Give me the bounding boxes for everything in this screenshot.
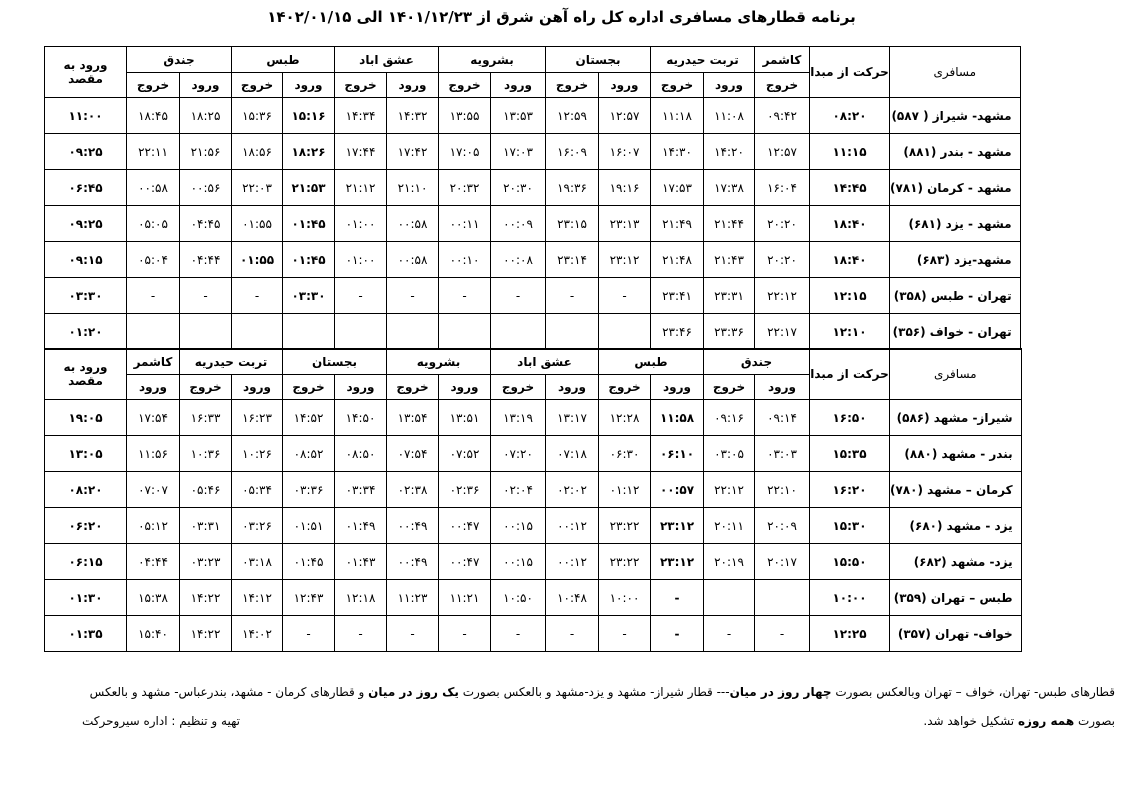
table-row <box>45 580 1022 616</box>
train-name: یزد - مشهد (۶۸۰) <box>890 508 1022 544</box>
station-time: - <box>599 616 651 652</box>
destination-arrival-time: ۰۹:۱۵ <box>45 242 127 278</box>
station-time: ۰۷:۲۰ <box>491 436 546 472</box>
station-time: ۱۸:۲۶ <box>283 134 335 170</box>
station-time: ۰۷:۵۲ <box>439 436 491 472</box>
table-row <box>45 508 1022 544</box>
station-time: - <box>651 616 704 652</box>
station-time: ۰۹:۴۲ <box>755 98 810 134</box>
footer-credit: تهیه و تنظیم : اداره سیروحرکت <box>82 714 240 728</box>
column-header-arrival-time: ورود <box>180 73 232 98</box>
note-text: بصورت <box>1074 714 1115 728</box>
station-time: ۰۳:۱۸ <box>232 544 283 580</box>
station-time <box>387 314 439 350</box>
station-time: ۲۲:۱۰ <box>755 472 810 508</box>
station-time: ۰۰:۵۸ <box>387 206 439 242</box>
station-time: - <box>491 278 546 314</box>
station-time: ۱۰:۳۶ <box>180 436 232 472</box>
station-time: - <box>127 278 180 314</box>
station-time: ۱۰:۵۰ <box>491 580 546 616</box>
station-time: ۰۵:۰۴ <box>127 242 180 278</box>
station-time: ۲۳:۳۶ <box>704 314 755 350</box>
station-time: ۱۱:۲۳ <box>387 580 439 616</box>
station-time: ۱۴:۰۲ <box>232 616 283 652</box>
origin-departure-time: ۱۲:۱۰ <box>810 314 890 350</box>
station-header: بجستان <box>546 47 651 73</box>
station-time: - <box>755 616 810 652</box>
station-time: ۰۱:۵۱ <box>283 508 335 544</box>
station-time: ۱۴:۱۲ <box>232 580 283 616</box>
station-time: ۱۴:۳۴ <box>335 98 387 134</box>
station-time: ۰۴:۴۵ <box>180 206 232 242</box>
station-time: ۰۲:۰۴ <box>491 472 546 508</box>
column-header-departure-time: خروج <box>127 73 180 98</box>
column-header-departure: حرکت از مبدا <box>810 47 890 98</box>
station-time: - <box>704 616 755 652</box>
column-header-departure-time: خروج <box>439 73 491 98</box>
station-time: - <box>335 616 387 652</box>
destination-arrival-time: ۰۱:۲۰ <box>45 314 127 350</box>
station-time: ۰۱:۰۰ <box>335 206 387 242</box>
train-name: مشهد - بندر (۸۸۱) <box>890 134 1021 170</box>
station-time: ۰۱:۴۳ <box>335 544 387 580</box>
station-time: ۲۳:۴۱ <box>651 278 704 314</box>
station-time: ۰۵:۰۵ <box>127 206 180 242</box>
station-time: ۰۲:۳۶ <box>439 472 491 508</box>
column-header-arrival-time: ورود <box>439 375 491 400</box>
station-time: ۰۱:۴۵ <box>283 544 335 580</box>
station-time: ۱۸:۲۵ <box>180 98 232 134</box>
station-time: ۲۱:۴۹ <box>651 206 704 242</box>
column-header-departure-time: خروج <box>387 375 439 400</box>
station-time: ۲۱:۴۸ <box>651 242 704 278</box>
column-header-arrival-time: ورود <box>651 375 704 400</box>
station-header: کاشمر <box>755 47 810 73</box>
station-time: ۲۳:۱۲ <box>651 508 704 544</box>
station-time: ۲۲:۱۲ <box>755 278 810 314</box>
schedule-table-outbound <box>44 46 1021 350</box>
destination-arrival-time: ۰۸:۲۰ <box>45 472 127 508</box>
station-header: تربت حیدریه <box>651 47 755 73</box>
train-name: شیراز- مشهد (۵۸۶) <box>890 400 1022 436</box>
station-time: ۱۷:۰۳ <box>491 134 546 170</box>
column-header-departure-time: خروج <box>755 73 810 98</box>
note-text: قطارهای طبس- تهران، خواف – تهران وبالعکس بصورت <box>831 685 1115 699</box>
table-row <box>45 206 1021 242</box>
destination-arrival-time: ۰۶:۱۵ <box>45 544 127 580</box>
column-header-name: مسافری <box>890 47 1021 98</box>
station-time: ۱۴:۵۰ <box>335 400 387 436</box>
station-time: ۱۰:۲۶ <box>232 436 283 472</box>
station-time: ۲۳:۲۲ <box>599 508 651 544</box>
origin-departure-time: ۱۸:۴۰ <box>810 206 890 242</box>
station-time: ۱۳:۵۴ <box>387 400 439 436</box>
station-time <box>335 314 387 350</box>
station-time: ۰۰:۰۹ <box>491 206 546 242</box>
station-time: ۲۰:۰۹ <box>755 508 810 544</box>
station-time: - <box>180 278 232 314</box>
footer-note-frequency <box>90 685 1115 699</box>
station-time: ۰۰:۵۶ <box>180 170 232 206</box>
station-time: ۰۰:۱۵ <box>491 508 546 544</box>
station-time: ۲۲:۱۱ <box>127 134 180 170</box>
station-time: ۰۴:۴۴ <box>180 242 232 278</box>
station-time: ۰۰:۴۷ <box>439 544 491 580</box>
table-row <box>45 314 1021 350</box>
destination-arrival-time: ۰۳:۳۰ <box>45 278 127 314</box>
station-time: ۱۴:۳۲ <box>387 98 439 134</box>
station-time: ۱۵:۱۶ <box>283 98 335 134</box>
station-time: ۱۱:۱۸ <box>651 98 704 134</box>
origin-departure-time: ۱۲:۲۵ <box>810 616 890 652</box>
station-time: ۱۹:۳۶ <box>546 170 599 206</box>
column-header-departure-time: خروج <box>232 73 283 98</box>
station-time: - <box>546 616 599 652</box>
footer-note-daily <box>923 714 1115 728</box>
station-time: ۰۲:۳۸ <box>387 472 439 508</box>
station-time <box>127 314 180 350</box>
destination-arrival-time: ۰۹:۲۵ <box>45 134 127 170</box>
station-header: بشرویه <box>387 349 491 375</box>
station-time <box>755 580 810 616</box>
station-time: ۲۱:۵۶ <box>180 134 232 170</box>
column-header-arrival-time: ورود <box>546 375 599 400</box>
station-time: ۰۳:۲۳ <box>180 544 232 580</box>
station-time: - <box>283 616 335 652</box>
station-time: ۰۰:۱۲ <box>546 508 599 544</box>
station-time: ۱۲:۲۸ <box>599 400 651 436</box>
station-time: ۰۸:۵۰ <box>335 436 387 472</box>
station-time: ۰۳:۳۱ <box>180 508 232 544</box>
station-header: عشق اباد <box>335 47 439 73</box>
station-time: ۱۱:۵۶ <box>127 436 180 472</box>
station-time: ۰۴:۴۴ <box>127 544 180 580</box>
train-name: خواف- تهران (۳۵۷) <box>890 616 1022 652</box>
destination-arrival-time: ۱۹:۰۵ <box>45 400 127 436</box>
station-header: تربت حیدریه <box>180 349 283 375</box>
station-time: ۰۳:۳۰ <box>283 278 335 314</box>
train-name: مشهد - کرمان (۷۸۱) <box>890 170 1021 206</box>
station-time: ۰۳:۰۵ <box>704 436 755 472</box>
station-time: ۱۴:۳۰ <box>651 134 704 170</box>
station-time: ۰۱:۵۵ <box>232 206 283 242</box>
table-row <box>45 134 1021 170</box>
destination-arrival-time: ۰۱:۳۵ <box>45 616 127 652</box>
station-time: ۰۱:۴۵ <box>283 242 335 278</box>
station-time: ۲۳:۳۱ <box>704 278 755 314</box>
column-header-departure-time: خروج <box>335 73 387 98</box>
station-time: ۰۲:۰۲ <box>546 472 599 508</box>
station-time: ۰۱:۴۹ <box>335 508 387 544</box>
note-emphasis: چهار روز در میان <box>729 685 832 699</box>
column-header-departure-time: خروج <box>651 73 704 98</box>
train-name: مشهد - یزد (۶۸۱) <box>890 206 1021 242</box>
station-time: ۰۰:۵۸ <box>387 242 439 278</box>
train-name: تهران - طبس (۳۵۸) <box>890 278 1021 314</box>
station-time <box>232 314 283 350</box>
train-name: کرمان – مشهد (۷۸۰) <box>890 472 1022 508</box>
station-time: ۰۰:۱۵ <box>491 544 546 580</box>
station-time: ۱۳:۵۳ <box>491 98 546 134</box>
train-name: بندر - مشهد (۸۸۰) <box>890 436 1022 472</box>
table-row <box>45 472 1022 508</box>
station-time: - <box>599 278 651 314</box>
origin-departure-time: ۱۰:۰۰ <box>810 580 890 616</box>
origin-departure-time: ۱۸:۴۰ <box>810 242 890 278</box>
station-time: ۲۳:۱۲ <box>651 544 704 580</box>
station-time: ۲۲:۱۲ <box>704 472 755 508</box>
station-time: ۲۲:۱۷ <box>755 314 810 350</box>
station-header: جندق <box>704 349 810 375</box>
table-row <box>45 242 1021 278</box>
station-time <box>599 314 651 350</box>
station-time: ۱۳:۱۷ <box>546 400 599 436</box>
station-time: ۰۷:۱۸ <box>546 436 599 472</box>
note-text: و قطارهای کرمان - مشهد، بندرعباس- مشهد و بالعکس <box>89 685 369 699</box>
station-time: ۲۱:۴۴ <box>704 206 755 242</box>
station-time: ۱۱:۲۱ <box>439 580 491 616</box>
station-time: ۰۳:۲۶ <box>232 508 283 544</box>
station-time: ۰۰:۰۸ <box>491 242 546 278</box>
station-time: ۱۶:۰۷ <box>599 134 651 170</box>
station-time: ۰۵:۴۶ <box>180 472 232 508</box>
station-header: جندق <box>127 47 232 73</box>
station-time: ۲۰:۱۷ <box>755 544 810 580</box>
note-emphasis: همه روزه <box>1017 714 1075 728</box>
column-header-arrival-time: ورود <box>232 375 283 400</box>
train-name: مشهد-یزد (۶۸۳) <box>890 242 1021 278</box>
station-time: ۱۳:۵۵ <box>439 98 491 134</box>
station-time: ۱۸:۵۶ <box>232 134 283 170</box>
train-name: طبس – تهران (۳۵۹) <box>890 580 1022 616</box>
station-time: ۱۶:۳۳ <box>180 400 232 436</box>
station-time: ۲۰:۲۰ <box>755 206 810 242</box>
station-time: - <box>387 278 439 314</box>
destination-arrival-time: ۱۳:۰۵ <box>45 436 127 472</box>
station-time: ۲۲:۰۳ <box>232 170 283 206</box>
station-time: ۲۱:۱۲ <box>335 170 387 206</box>
column-header-arrival-time: ورود <box>387 73 439 98</box>
station-header: بشرویه <box>439 47 546 73</box>
station-time: ۰۰:۴۹ <box>387 544 439 580</box>
origin-departure-time: ۱۲:۱۵ <box>810 278 890 314</box>
station-time: ۲۱:۵۳ <box>283 170 335 206</box>
station-time: ۲۳:۱۲ <box>599 242 651 278</box>
station-time: ۲۰:۲۰ <box>755 242 810 278</box>
destination-arrival-time: ۰۶:۲۰ <box>45 508 127 544</box>
schedule-table-inbound <box>44 348 1022 652</box>
station-time: ۰۳:۰۳ <box>755 436 810 472</box>
column-header-arrival-time: ورود <box>491 73 546 98</box>
origin-departure-time: ۱۱:۱۵ <box>810 134 890 170</box>
station-time: ۱۴:۵۲ <box>283 400 335 436</box>
station-time: - <box>232 278 283 314</box>
station-header: طبس <box>599 349 704 375</box>
destination-arrival-time: ۰۱:۳۰ <box>45 580 127 616</box>
station-header: بجستان <box>283 349 387 375</box>
station-time: ۲۱:۱۰ <box>387 170 439 206</box>
station-time: ۲۳:۲۲ <box>599 544 651 580</box>
station-time: ۲۰:۱۹ <box>704 544 755 580</box>
column-header-departure: حرکت از مبدا <box>810 349 890 400</box>
station-time: ۱۷:۴۲ <box>387 134 439 170</box>
station-header: طبس <box>232 47 335 73</box>
column-header-name: مسافری <box>890 349 1022 400</box>
station-time: ۰۹:۱۴ <box>755 400 810 436</box>
station-time: - <box>335 278 387 314</box>
column-header-departure-time: خروج <box>283 375 335 400</box>
station-time: ۰۵:۱۲ <box>127 508 180 544</box>
column-header-arrival-time: ورود <box>127 375 180 400</box>
station-header: کاشمر <box>127 349 180 375</box>
station-time: ۱۳:۱۹ <box>491 400 546 436</box>
column-header-arrival-time: ورود <box>755 375 810 400</box>
station-time: - <box>491 616 546 652</box>
station-time: - <box>439 616 491 652</box>
station-time: ۰۶:۳۰ <box>599 436 651 472</box>
station-time: ۱۲:۵۹ <box>546 98 599 134</box>
station-time: ۰۰:۴۹ <box>387 508 439 544</box>
station-time: ۱۲:۱۸ <box>335 580 387 616</box>
station-time <box>283 314 335 350</box>
station-time: ۲۰:۱۱ <box>704 508 755 544</box>
table-row <box>45 544 1022 580</box>
train-name: مشهد- شیراز ( ۵۸۷) <box>890 98 1021 134</box>
station-time: - <box>439 278 491 314</box>
column-header-departure-time: خروج <box>599 375 651 400</box>
column-header-arrival-time: ورود <box>704 73 755 98</box>
station-time: ۱۷:۳۸ <box>704 170 755 206</box>
station-time: ۱۷:۵۴ <box>127 400 180 436</box>
station-time: ۰۶:۱۰ <box>651 436 704 472</box>
station-time: ۱۶:۲۳ <box>232 400 283 436</box>
destination-arrival-time: ۱۱:۰۰ <box>45 98 127 134</box>
station-time: ۰۱:۵۵ <box>232 242 283 278</box>
station-time: ۰۰:۱۱ <box>439 206 491 242</box>
station-time: ۱۲:۵۷ <box>599 98 651 134</box>
station-time: ۱۵:۳۸ <box>127 580 180 616</box>
station-time: ۱۲:۴۳ <box>283 580 335 616</box>
origin-departure-time: ۱۵:۳۵ <box>810 436 890 472</box>
station-time: ۱۸:۴۵ <box>127 98 180 134</box>
station-time: ۲۳:۱۳ <box>599 206 651 242</box>
column-header-arrival: ورود به مقصد <box>45 349 127 400</box>
table-row <box>45 170 1021 206</box>
station-time: ۰۰:۱۰ <box>439 242 491 278</box>
destination-arrival-time: ۰۶:۴۵ <box>45 170 127 206</box>
station-time: ۰۸:۵۲ <box>283 436 335 472</box>
column-header-arrival-time: ورود <box>335 375 387 400</box>
origin-departure-time: ۱۵:۳۰ <box>810 508 890 544</box>
station-time: ۲۰:۳۲ <box>439 170 491 206</box>
destination-arrival-time: ۰۹:۲۵ <box>45 206 127 242</box>
station-time: ۲۳:۱۵ <box>546 206 599 242</box>
note-text: تشکیل خواهد شد. <box>923 714 1018 728</box>
station-time: ۱۷:۰۵ <box>439 134 491 170</box>
station-time: ۲۱:۴۳ <box>704 242 755 278</box>
station-time: ۱۵:۳۶ <box>232 98 283 134</box>
station-time: ۰۰:۴۷ <box>439 508 491 544</box>
station-time: ۲۳:۱۴ <box>546 242 599 278</box>
station-time: ۰۰:۱۲ <box>546 544 599 580</box>
station-time: ۱۴:۲۰ <box>704 134 755 170</box>
station-time: ۰۷:۰۷ <box>127 472 180 508</box>
station-time <box>180 314 232 350</box>
station-time: ۱۲:۵۷ <box>755 134 810 170</box>
station-time <box>546 314 599 350</box>
station-header: عشق اباد <box>491 349 599 375</box>
station-time: ۲۳:۴۶ <box>651 314 704 350</box>
station-time: ۱۹:۱۶ <box>599 170 651 206</box>
station-time: ۲۰:۳۰ <box>491 170 546 206</box>
station-time: ۱۴:۲۲ <box>180 616 232 652</box>
station-time: ۰۳:۳۶ <box>283 472 335 508</box>
station-time: ۰۰:۵۷ <box>651 472 704 508</box>
station-time: ۱۶:۰۹ <box>546 134 599 170</box>
origin-departure-time: ۰۸:۲۰ <box>810 98 890 134</box>
station-time: - <box>546 278 599 314</box>
column-header-arrival-time: ورود <box>283 73 335 98</box>
station-time: ۱۱:۰۸ <box>704 98 755 134</box>
station-time: ۱۰:۰۰ <box>599 580 651 616</box>
origin-departure-time: ۱۶:۵۰ <box>810 400 890 436</box>
origin-departure-time: ۱۴:۴۵ <box>810 170 890 206</box>
column-header-departure-time: خروج <box>491 375 546 400</box>
station-time: ۰۳:۳۴ <box>335 472 387 508</box>
station-time: ۱۱:۵۸ <box>651 400 704 436</box>
table-row <box>45 616 1022 652</box>
table-row <box>45 98 1021 134</box>
station-time: ۰۱:۱۲ <box>599 472 651 508</box>
station-time: ۰۰:۵۸ <box>127 170 180 206</box>
column-header-arrival-time: ورود <box>599 73 651 98</box>
note-emphasis: یک روز در میان <box>368 685 459 699</box>
station-time: ۱۷:۴۴ <box>335 134 387 170</box>
station-time: ۱۳:۵۱ <box>439 400 491 436</box>
station-time: ۰۵:۳۴ <box>232 472 283 508</box>
column-header-arrival: ورود به مقصد <box>45 47 127 98</box>
column-header-departure-time: خروج <box>546 73 599 98</box>
column-header-departure-time: خروج <box>704 375 755 400</box>
station-time <box>439 314 491 350</box>
station-time: ۱۶:۰۴ <box>755 170 810 206</box>
table-row <box>45 278 1021 314</box>
station-time <box>704 580 755 616</box>
station-time: - <box>651 580 704 616</box>
station-time: - <box>387 616 439 652</box>
station-time <box>491 314 546 350</box>
station-time: ۰۷:۵۴ <box>387 436 439 472</box>
station-time: ۱۷:۵۳ <box>651 170 704 206</box>
station-time: ۰۱:۰۰ <box>335 242 387 278</box>
column-header-departure-time: خروج <box>180 375 232 400</box>
table-row <box>45 436 1022 472</box>
station-time: ۰۱:۴۵ <box>283 206 335 242</box>
origin-departure-time: ۱۵:۵۰ <box>810 544 890 580</box>
train-name: تهران - خواف (۳۵۶) <box>890 314 1021 350</box>
train-name: یزد- مشهد (۶۸۲) <box>890 544 1022 580</box>
note-text: --- قطار شیراز- مشهد و یزد-مشهد و بالعکس بصورت <box>458 685 730 699</box>
table-row <box>45 400 1022 436</box>
page-title: برنامه قطارهای مسافری اداره کل راه آهن شرق از ۱۴۰۱/۱۲/۲۳ الی ۱۴۰۲/۰۱/۱۵ <box>267 8 856 26</box>
station-time: ۰۹:۱۶ <box>704 400 755 436</box>
station-time: ۱۵:۴۰ <box>127 616 180 652</box>
station-time: ۱۰:۴۸ <box>546 580 599 616</box>
origin-departure-time: ۱۶:۲۰ <box>810 472 890 508</box>
station-time: ۱۴:۲۲ <box>180 580 232 616</box>
